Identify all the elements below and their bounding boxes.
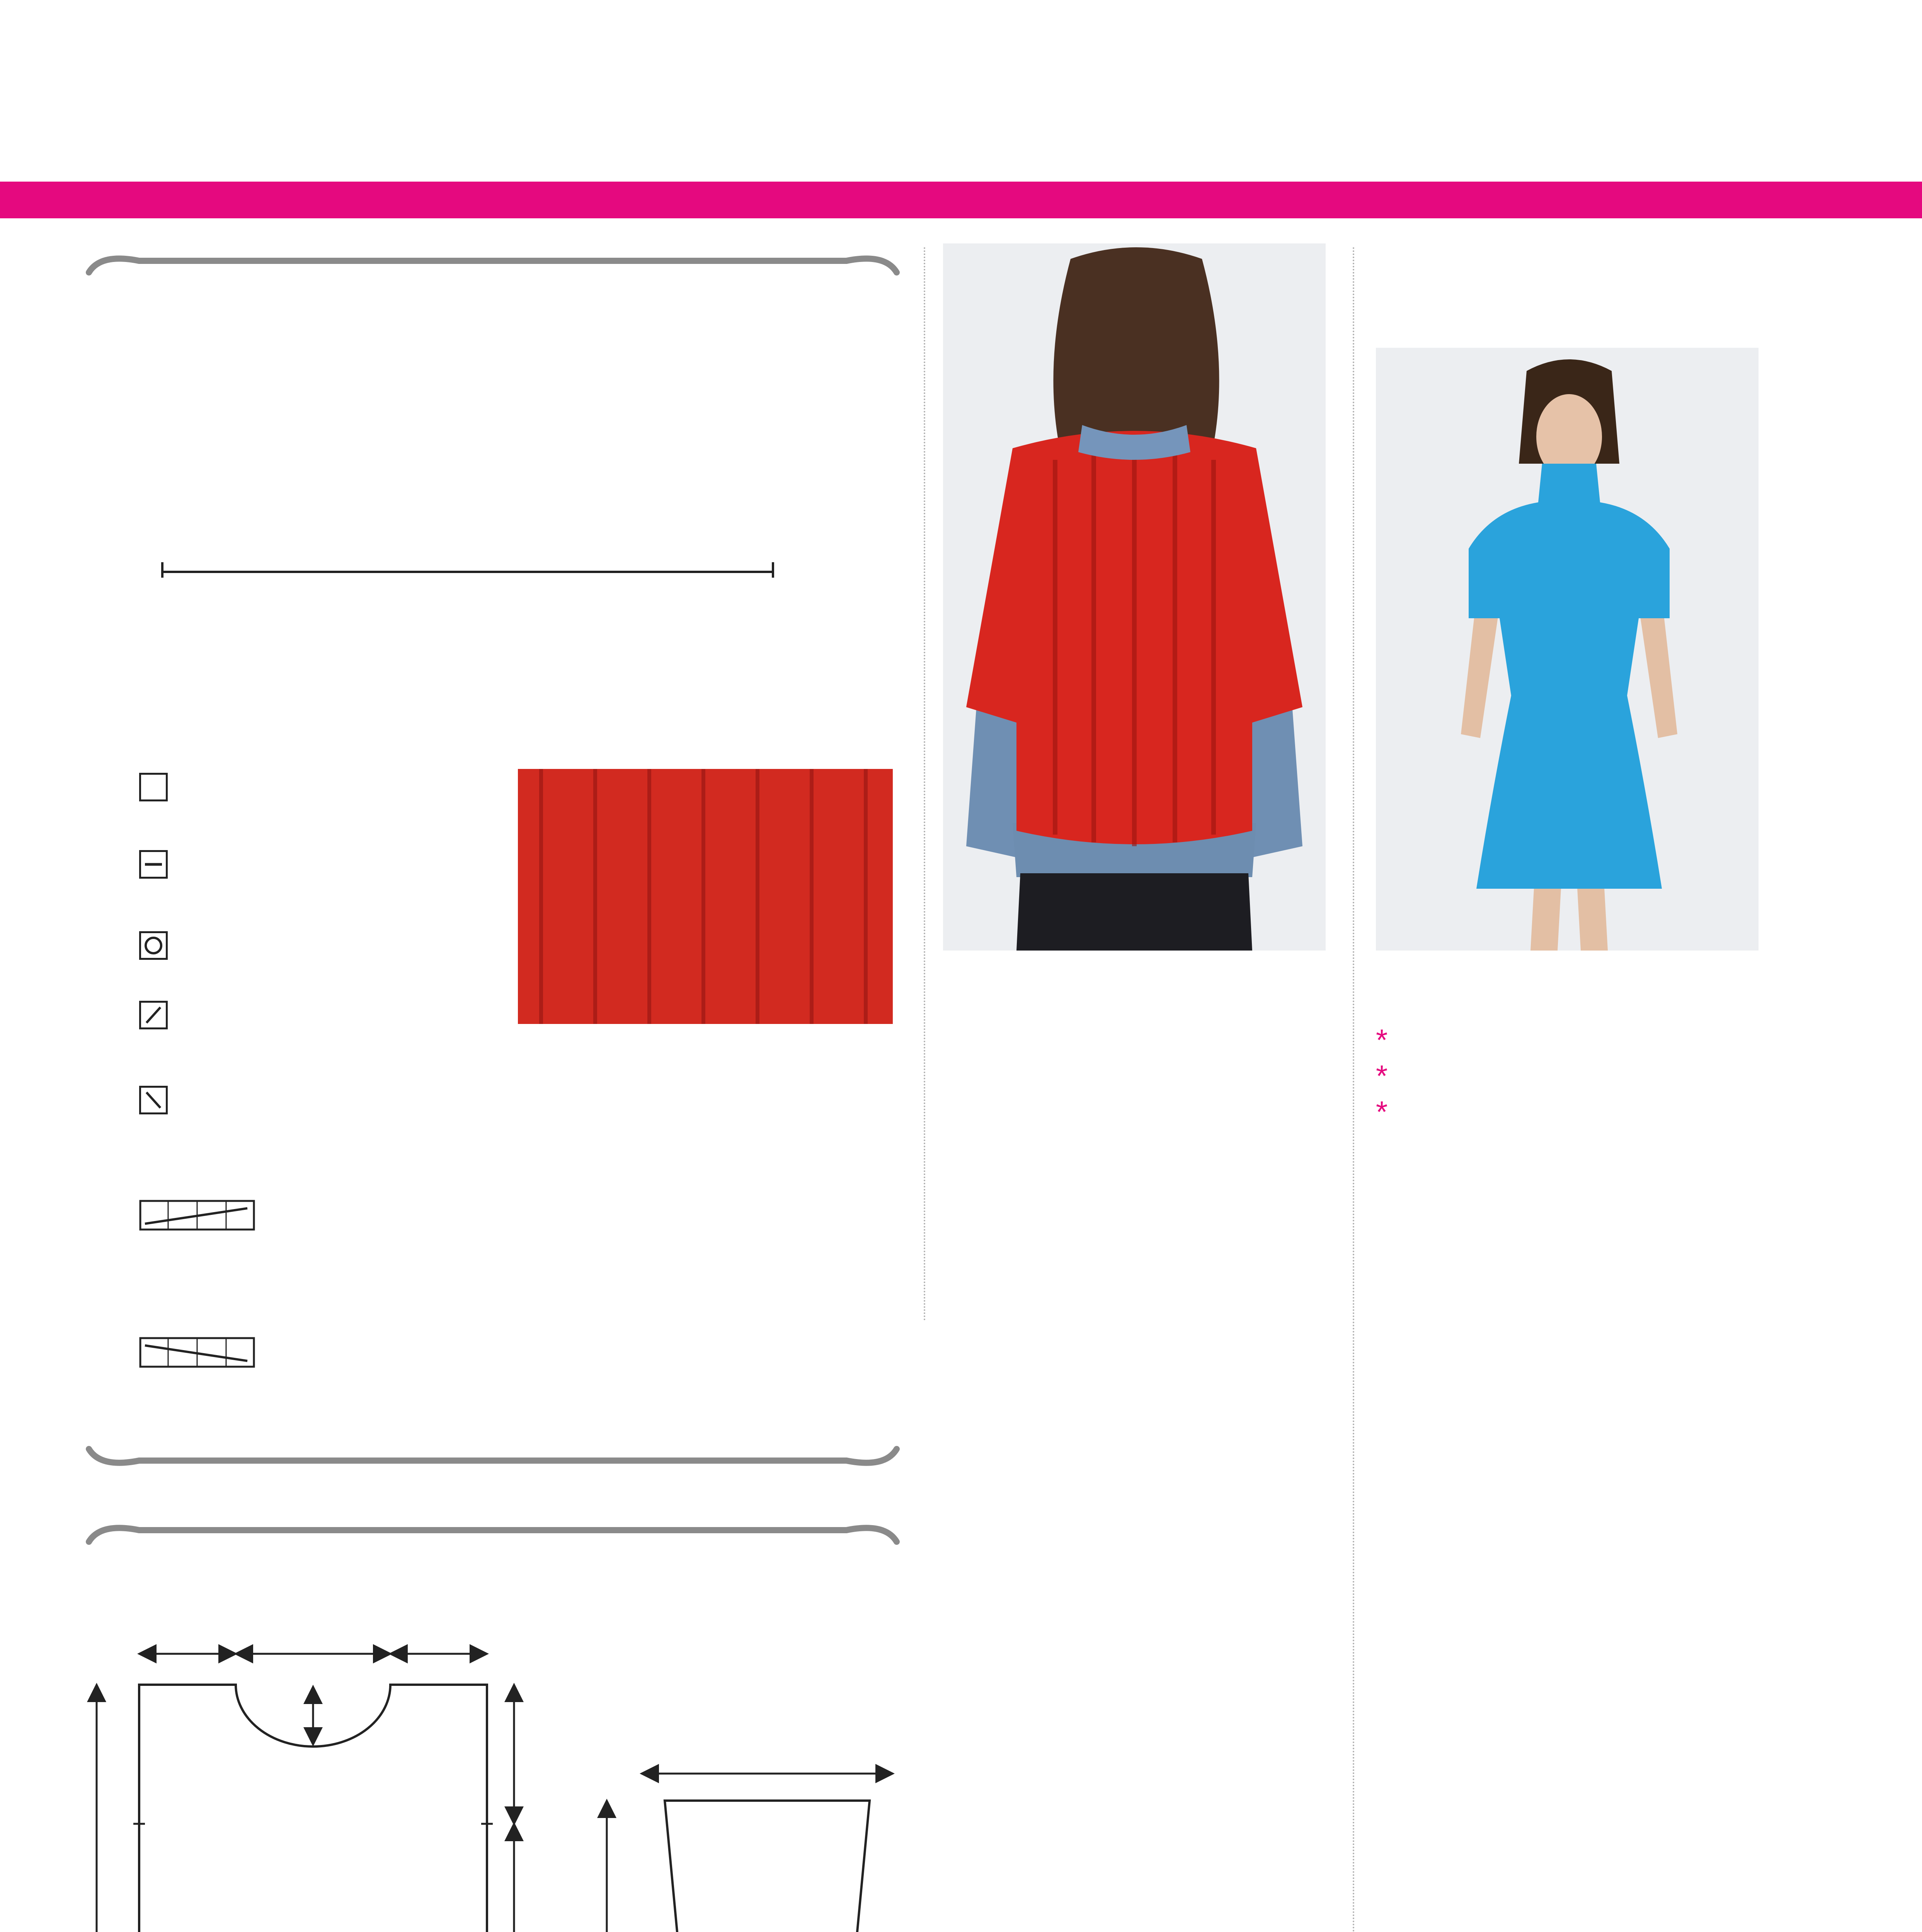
backslash-square-icon [139,1086,168,1114]
bullet-star-icon: * [1376,1023,1388,1057]
column-3 [943,985,1326,1059]
column-divider [924,247,925,1321]
chart-top-scroll-divider [85,245,901,280]
cable-right-icon [139,1200,255,1231]
bullet-star-icon: * [1376,1095,1388,1129]
materials-item [1376,1058,1762,1094]
cable-left-icon [139,1337,255,1368]
header-band [0,182,1922,218]
repeat-bracket [158,556,777,580]
slash-square-icon [139,1001,168,1029]
dress-photo [1376,348,1759,951]
bullet-star-icon: * [1376,1059,1388,1093]
column-4 [1376,985,1762,1277]
sweater-photo [943,243,1326,951]
materials-item [1376,1022,1762,1058]
materials-item [1376,1094,1762,1130]
knitting-chart [158,340,777,522]
chart-bottom-scroll-divider [85,1441,901,1476]
empty-square-icon [139,773,168,801]
dash-square-icon [139,850,168,879]
garment-schematic [85,1607,916,1932]
column-divider [1353,247,1354,1932]
swatch-photo [518,769,893,1024]
circle-square-icon [139,931,168,960]
model-top-scroll-divider [85,1515,901,1549]
